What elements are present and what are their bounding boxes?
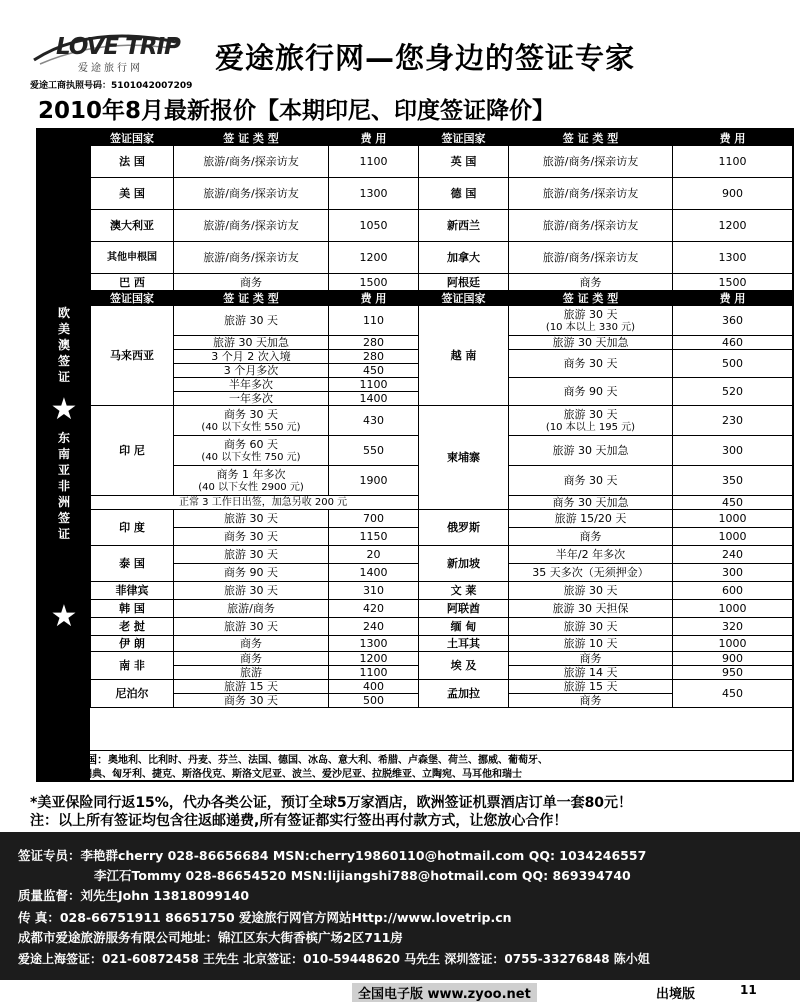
other-schengen-list [36,750,792,784]
page-footer [0,980,800,1000]
note-line-1: *美亚保险同行返15%，代办各类公证，预订全球5万家酒店，欧洲签证机票酒店订单一套80元！ [30,795,633,811]
country-cell: 伊 朗 [91,636,174,652]
type-cell: 旅游 30 天 (10 本以上 195 元) [509,406,673,436]
fee-cell: 900 [673,178,793,210]
page-number: 11 [740,983,757,997]
type-cell: 旅游 30 天 [509,582,673,600]
fee-cell: 240 [329,618,419,636]
country-cell: 阿根廷 [419,274,509,291]
fee-cell: 700 [329,510,419,528]
col-fee: 费 用 [673,131,793,146]
type-cell: 旅游 30 天 (10 本以上 330 元) [509,306,673,336]
col-type: 签 证 类 型 [509,131,673,146]
fee-cell: 1000 [673,528,793,546]
country-cell: 印 尼 [91,406,174,496]
fee-cell: 310 [329,582,419,600]
country-cell: 英 国 [419,146,509,178]
country-cell: 文 莱 [419,582,509,600]
type-cell: 商务 30 天 [509,466,673,496]
type-cell: 商务 90 天 [174,564,329,582]
country-cell: 俄罗斯 [419,510,509,546]
type-cell: 半年多次 [174,378,329,392]
fee-cell: 1150 [329,528,419,546]
col-country: 签证国家 [419,131,509,146]
fee-cell: 1100 [329,146,419,178]
contact-line-5: 成都市爱途旅游服务有限公司地址：锦江区东大街香槟广场2区711房 [18,930,403,945]
type-cell: 旅游 30 天 [174,582,329,600]
contact-line-2: 李江石Tommy 028-86654520 MSN:lijiangshi788@hotmail.com QQ: 869394740 [94,868,631,883]
fee-cell: 600 [673,582,793,600]
country-cell: 尼泊尔 [91,680,174,708]
country-cell: 澳大利亚 [91,210,174,242]
type-cell: 旅游 14 天 [509,666,673,680]
price-table [36,128,794,782]
type-cell: 旅游 30 天 [174,546,329,564]
type-cell: 商务 [509,652,673,666]
type-cell: 旅游/商务/探亲访友 [509,242,673,274]
fee-cell: 280 [329,336,419,350]
country-cell: 法 国 [91,146,174,178]
type-cell: 商务 [509,274,673,291]
country-cell: 马来西亚 [91,306,174,406]
fee-cell: 550 [329,436,419,466]
type-cell: 商务 [174,636,329,652]
col-country: 签证国家 [419,291,509,306]
contact-line-1: 签证专员：李艳群cherry 028-86656684 MSN:cherry19860110@hotmail.com QQ: 1034246557 [18,848,647,863]
country-cell: 老 挝 [91,618,174,636]
star-icon: ★ [50,392,78,427]
type-cell: 旅游/商务/探亲访友 [509,146,673,178]
section1-left-table [90,130,419,291]
fee-cell: 450 [673,680,793,708]
fee-cell: 1300 [329,178,419,210]
type-cell: 商务 [509,528,673,546]
col-country: 签证国家 [91,131,174,146]
col-country: 签证国家 [91,291,174,306]
type-cell: 35 天多次（无须押金） [509,564,673,582]
type-cell: 商务 90 天 [509,378,673,406]
type-cell: 商务 30 天 [174,528,329,546]
type-cell: 旅游 15 天 [509,680,673,694]
fee-cell: 1050 [329,210,419,242]
type-cell: 旅游 30 天加急 [174,336,329,350]
fee-cell: 500 [329,694,419,708]
contact-line-3: 质量监督：刘先生John 13818099140 [18,888,250,903]
fee-cell: 420 [329,600,419,618]
type-cell: 旅游/商务/探亲访友 [174,242,329,274]
contact-line-4: 传 真：028-66751911 86651750 爱途旅行网官方网站Http://www.lovetrip.cn [18,910,512,925]
headline: 2010年8月最新报价【本期印尼、印度签证降价】 [38,98,556,124]
country-cell: 巴 西 [91,274,174,291]
country-cell: 菲律宾 [91,582,174,600]
type-cell: 商务 [174,274,329,291]
contact-line-6: 爱途上海签证：021-60872458 王先生 北京签证：010-59448620 马先生 深圳签证：0755-33276848 陈小姐 [18,952,650,966]
type-cell: 旅游 30 天加急 [509,436,673,466]
fee-cell: 1900 [329,466,419,496]
type-cell: 旅游 30 天 [174,510,329,528]
other-schengen-label: 其他申根国： [42,753,108,766]
type-cell: 旅游 30 天加急 [509,336,673,350]
fee-cell: 1200 [673,210,793,242]
type-cell: 旅游 30 天 [174,618,329,636]
country-cell: 阿联酋 [419,600,509,618]
fee-cell: 1000 [673,600,793,618]
logo [30,30,180,75]
fee-cell: 1300 [673,242,793,274]
type-cell: 3 个月 2 次入境 [174,350,329,364]
other-schengen-line2: 西班牙、瑞典、匈牙利、捷克、斯洛伐克、斯洛文尼亚、波兰、爱沙尼亚、拉脱维亚、立陶宛、马耳他和瑞士 [42,769,522,780]
col-type: 签 证 类 型 [174,131,329,146]
fee-cell: 350 [673,466,793,496]
type-cell: 商务 30 天加急 [509,496,673,510]
country-cell: 加拿大 [419,242,509,274]
fee-cell: 320 [673,618,793,636]
section1-right-table [418,130,793,291]
fee-cell: 280 [329,350,419,364]
type-cell: 商务 1 年多次 (40 以下女性 2900 元) [174,466,329,496]
type-cell: 旅游/商务/探亲访友 [174,210,329,242]
country-cell: 南 非 [91,652,174,680]
col-fee: 费 用 [673,291,793,306]
type-cell: 旅游 30 天 [174,306,329,336]
country-cell: 越 南 [419,306,509,406]
col-fee: 费 用 [329,291,419,306]
section2-left-table [90,290,419,708]
country-cell: 新加坡 [419,546,509,582]
fee-cell: 1200 [329,242,419,274]
footer-edition: 出境版 [656,987,696,1002]
country-cell: 泰 国 [91,546,174,582]
type-cell: 旅游 15/20 天 [509,510,673,528]
logo-text: LOVE TRIP [56,34,180,60]
country-cell: 柬埔寨 [419,406,509,510]
other-schengen-line1: 奥地利、比利时、丹麦、芬兰、法国、德国、冰岛、意大利、希腊、卢森堡、荷兰、挪威、葡萄牙、 [108,755,548,766]
type-cell: 旅游 10 天 [509,636,673,652]
fee-cell: 300 [673,564,793,582]
country-cell: 埃 及 [419,652,509,680]
license-number: 爱途工商执照号码：5101042007209 [30,81,193,91]
type-cell: 旅游/商务 [174,600,329,618]
fee-cell: 20 [329,546,419,564]
star-icon: ★ [50,599,78,634]
type-cell: 商务 60 天 (40 以下女性 750 元) [174,436,329,466]
fee-cell: 400 [329,680,419,694]
fee-cell: 900 [673,652,793,666]
fee-cell: 1100 [673,146,793,178]
region-label-asia: 东南亚 非洲 签证 [57,431,70,541]
type-cell: 商务 30 天 [174,694,329,708]
fee-cell: 1400 [329,564,419,582]
fee-cell: 1500 [673,274,793,291]
fee-cell: 110 [329,306,419,336]
type-cell: 旅游/商务/探亲访友 [509,210,673,242]
type-cell: 商务 30 天 (40 以下女性 550 元) [174,406,329,436]
col-fee: 费 用 [329,131,419,146]
type-cell: 商务 [509,694,673,708]
country-cell: 德 国 [419,178,509,210]
fee-cell: 1400 [329,392,419,406]
region-label-europe: 欧美澳签证 [57,306,70,384]
fee-cell: 1300 [329,636,419,652]
fee-cell: 450 [673,496,793,510]
fee-cell: 360 [673,306,793,336]
country-cell: 韩 国 [91,600,174,618]
section2-right-table [418,290,793,708]
fee-cell: 500 [673,350,793,378]
slogan: 爱途旅行网—您身边的签证专家 [215,41,636,75]
country-cell: 孟加拉 [419,680,509,708]
type-cell: 旅游/商务/探亲访友 [509,178,673,210]
type-cell: 旅游/商务/探亲访友 [174,146,329,178]
fee-cell: 230 [673,406,793,436]
note-line-2: 注：以上所有签证均包含往返邮递费,所有签证都实行签出再付款方式，让您放心合作！ [30,813,568,829]
country-cell: 美 国 [91,178,174,210]
fee-cell: 460 [673,336,793,350]
type-cell: 旅游 30 天担保 [509,600,673,618]
country-cell: 土耳其 [419,636,509,652]
country-cell: 其他申根国 [91,242,174,274]
fee-cell: 1100 [329,378,419,392]
col-type: 签 证 类 型 [174,291,329,306]
fee-cell: 1100 [329,666,419,680]
footer-site: 全国电子版 www.zyoo.net [352,983,537,1002]
indonesia-note: 正常 3 工作日出签，加急另收 200 元 [91,496,419,510]
type-cell: 一年多次 [174,392,329,406]
type-cell: 3 个月多次 [174,364,329,378]
type-cell: 商务 30 天 [509,350,673,378]
country-cell: 印 度 [91,510,174,546]
fee-cell: 520 [673,378,793,406]
type-cell: 旅游/商务/探亲访友 [174,178,329,210]
fee-cell: 1000 [673,636,793,652]
type-cell: 旅游 [174,666,329,680]
fee-cell: 240 [673,546,793,564]
country-cell: 缅 甸 [419,618,509,636]
country-cell: 新西兰 [419,210,509,242]
fee-cell: 1200 [329,652,419,666]
contact-panel [0,832,800,980]
type-cell: 商务 [174,652,329,666]
type-cell: 旅游 30 天 [509,618,673,636]
fee-cell: 430 [329,406,419,436]
fee-cell: 1000 [673,510,793,528]
fee-cell: 950 [673,666,793,680]
col-type: 签 证 类 型 [509,291,673,306]
fee-cell: 300 [673,436,793,466]
logo-subtitle: 爱途旅行网 [78,63,143,74]
fee-cell: 1500 [329,274,419,291]
fee-cell: 450 [329,364,419,378]
type-cell: 半年/2 年多次 [509,546,673,564]
type-cell: 旅游 15 天 [174,680,329,694]
